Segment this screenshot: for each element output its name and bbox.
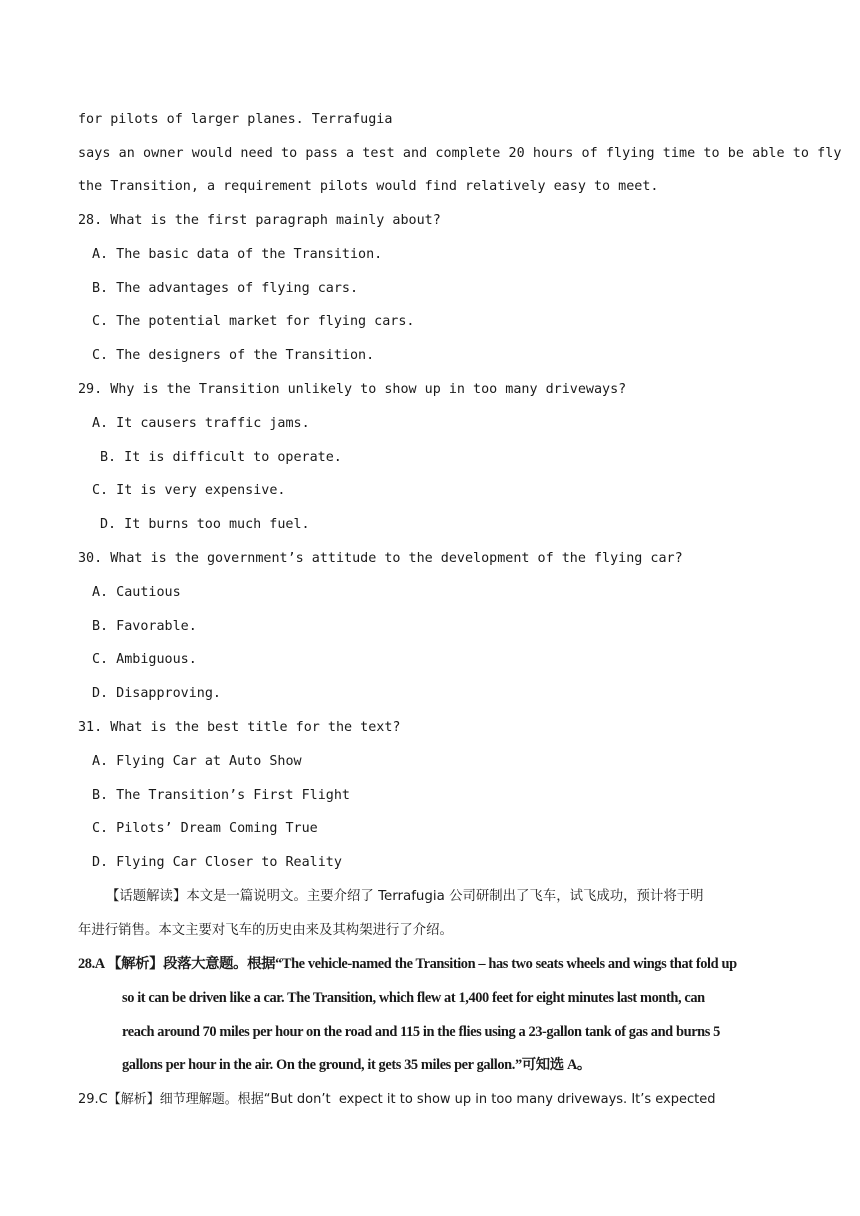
passage-line: for pilots of larger planes. Terrafugia [78,112,393,127]
passage-line: says an owner would need to pass a test and complete 20 hours of flying time to be able to fly [78,146,842,161]
question-stem: 28. What is the first paragraph mainly about? [78,213,441,228]
analysis-29-line: 29.C【解析】细节理解题。根据“But don’t expect it to show up in too many driveways. It’s expected [78,1092,716,1107]
answer-option: D. Disapproving. [92,686,221,701]
answer-option: C. Pilots’ Dream Coming True [92,821,318,836]
question-stem: 30. What is the government’s attitude to the development of the flying car? [78,551,683,566]
answer-option: C. Ambiguous. [92,652,197,667]
answer-option: B. The Transition’s First Flight [92,788,350,803]
question-stem: 29. Why is the Transition unlikely to show up in too many driveways? [78,382,627,397]
answer-option: D. Flying Car Closer to Reality [92,855,342,870]
analysis-28-line: gallons per hour in the air. On the ground, it gets 35 miles per gallon.”可知选 A。 [122,1057,591,1073]
answer-option: B. Favorable. [92,619,197,634]
passage-line: the Transition, a requirement pilots would find relatively easy to meet. [78,179,659,194]
analysis-28-line: reach around 70 miles per hour on the road and 115 in the flies using a 23-gallon tank of gas and burns 5 [122,1024,720,1040]
answer-option: B. The advantages of flying cars. [92,281,359,296]
answer-option: A. Cautious [92,585,181,600]
topic-reading-line: 【话题解读】本文是一篇说明文。主要介绍了 Terrafugia 公司研制出了飞车，试飞成功，预计将于明 [106,889,704,904]
analysis-28-line: 28.A 【解析】段落大意题。根据“The vehicle-named the Transition – has two seats wheels and wings that fold up [78,956,737,972]
answer-option: D. It burns too much fuel. [100,517,310,532]
analysis-28-line: so it can be driven like a car. The Transition, which flew at 1,400 feet for eight minutes last month, can [122,990,705,1006]
question-stem: 31. What is the best title for the text? [78,720,401,735]
answer-option: C. It is very expensive. [92,483,286,498]
answer-option: A. It causers traffic jams. [92,416,310,431]
topic-reading-line: 年进行销售。本文主要对飞车的历史由来及其构架进行了介绍。 [78,923,453,938]
answer-option: B. It is difficult to operate. [100,450,342,465]
answer-option: C. The potential market for flying cars. [92,314,415,329]
answer-option: C. The designers of the Transition. [92,348,375,363]
answer-option: A. The basic data of the Transition. [92,247,383,262]
answer-option: A. Flying Car at Auto Show [92,754,302,769]
